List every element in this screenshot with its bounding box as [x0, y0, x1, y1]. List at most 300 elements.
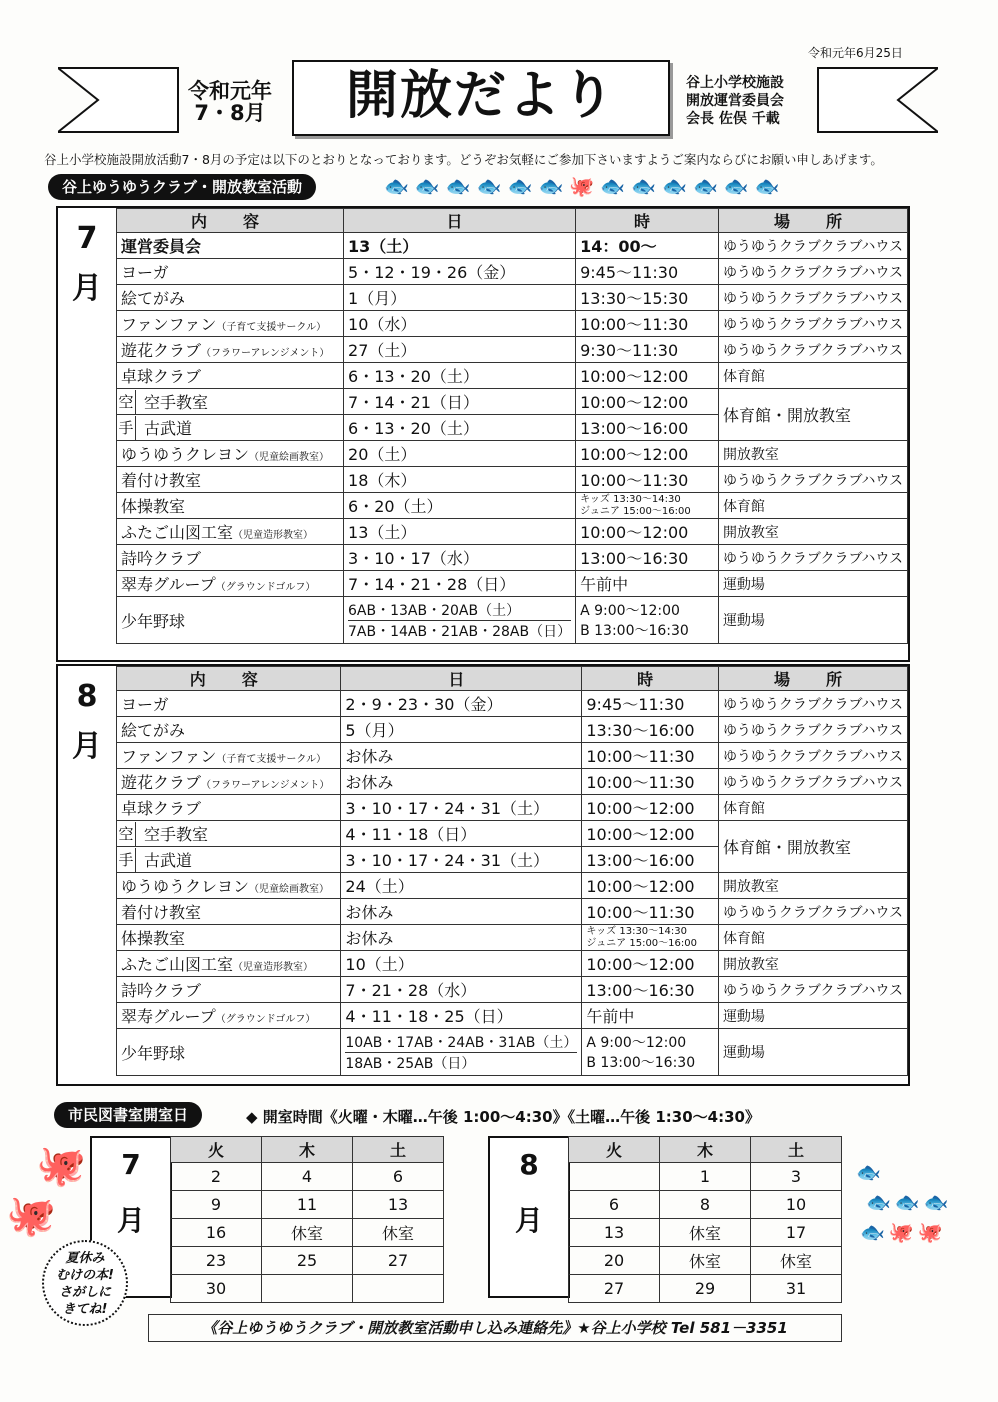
date-cell [344, 597, 576, 644]
place-cell: ゆうゆうクラブクラブハウス [718, 285, 907, 311]
activity-name: ヨーガ [121, 695, 169, 714]
date-cell [341, 1029, 582, 1076]
activity-cell [117, 899, 341, 925]
time-text: 10:00～11:30 [586, 747, 695, 766]
time-text: 10:00～12:00 [580, 393, 689, 412]
july-table [116, 208, 908, 644]
library-row [171, 1191, 444, 1219]
activity-name: 翠寿グループ [121, 575, 216, 594]
table-row [117, 285, 908, 311]
activity-cell [117, 743, 341, 769]
library-day-cell: 25 [262, 1247, 353, 1275]
library-day-cell: 31 [751, 1275, 842, 1303]
library-day-cell: 30 [171, 1275, 262, 1303]
date-text: 27（土） [348, 341, 417, 360]
activity-cell [117, 717, 341, 743]
fish-icon: 🐟🐟🐟🐟🐟🐟🐙🐟🐟🐟🐟🐟🐟 [384, 174, 786, 198]
library-day-cell: 27 [353, 1247, 444, 1275]
date-cell [344, 493, 576, 519]
table-row [117, 389, 908, 415]
library-day-cell: 休室 [660, 1219, 751, 1247]
library-day-cell: 2 [171, 1163, 262, 1191]
library-header [171, 1137, 444, 1163]
august-label-number: 8 [76, 679, 98, 714]
activity-name: 古武道 [135, 848, 340, 872]
karate-label: 手 [118, 418, 134, 437]
summer-books-bubble [42, 1240, 128, 1326]
time-cell [576, 259, 719, 285]
era-line2: 7・8月 [194, 101, 266, 125]
library-day-cell: 休室 [660, 1247, 751, 1275]
date-text: 7・21・28（水） [345, 981, 477, 1000]
time-cell [582, 717, 719, 743]
table-row [117, 571, 908, 597]
activity-name: 体操教室 [121, 497, 186, 516]
octopus-icon: 🐙 [6, 1193, 56, 1239]
date-cell [344, 337, 576, 363]
library-august-label [488, 1136, 570, 1298]
activity-name: 少年野球 [121, 1043, 186, 1063]
date-text: お休み [345, 747, 394, 766]
library-day-cell: 6 [569, 1191, 660, 1219]
date-cell [341, 899, 582, 925]
table-header [117, 209, 908, 233]
time-cell [582, 691, 719, 717]
place-cell: 体育館 [718, 925, 907, 951]
time-cell [576, 467, 719, 493]
activity-name: 体操教室 [121, 929, 186, 948]
table-row [117, 597, 908, 644]
date-text: 3・10・17・24・31（土） [345, 851, 550, 870]
time-text: 10:00～11:30 [580, 315, 689, 334]
time-line: キッズ 13:30～14:30 [580, 493, 681, 505]
activity-cell [117, 285, 344, 311]
time-text: 10:00～12:00 [586, 877, 695, 896]
activity-cell [117, 769, 341, 795]
time-cell [582, 795, 719, 821]
date-text: 7・14・21・28（日） [348, 575, 516, 594]
library-august-number: 8 [519, 1148, 539, 1181]
issue-date: 令和元年6月25日 [808, 46, 903, 60]
date-text: 7・14・21（日） [348, 393, 479, 412]
weekday-header: 木 [262, 1137, 353, 1163]
activity-cell [117, 1003, 341, 1029]
activity-cell [117, 571, 344, 597]
activity-name: 絵てがみ [121, 721, 186, 740]
place-cell: ゆうゆうクラブクラブハウス [718, 259, 907, 285]
time-text: 10:00～11:30 [580, 471, 689, 490]
activity-name: 遊花クラブ [121, 341, 202, 360]
activity-cell [117, 847, 341, 873]
date-cell [341, 847, 582, 873]
time-text: 13:30～16:00 [586, 721, 695, 740]
time-text: 9:45～11:30 [586, 695, 685, 714]
time-text: 午前中 [580, 575, 629, 594]
activity-cell [117, 441, 344, 467]
date-cell [344, 571, 576, 597]
library-row [569, 1163, 842, 1191]
table-row [117, 769, 908, 795]
col-content: 内 容 [117, 209, 344, 233]
date-text: 1（月） [348, 289, 407, 308]
place-cell: 開放教室 [718, 951, 907, 977]
date-cell [341, 951, 582, 977]
table-row [117, 233, 908, 259]
time-line: B 13:00～16:30 [586, 1055, 696, 1071]
time-text: 13:00～16:30 [580, 549, 689, 568]
time-cell [582, 769, 719, 795]
time-cell [582, 899, 719, 925]
activity-name: 遊花クラブ [121, 773, 202, 792]
activity-cell [117, 259, 344, 285]
time-cell [576, 389, 719, 415]
activity-cell [117, 925, 341, 951]
organizer [686, 74, 784, 128]
section-title-activities: 谷上ゆうゆうクラブ・開放教室活動 [48, 174, 316, 200]
date-text: お休み [345, 903, 394, 922]
place-cell: 運動場 [718, 571, 907, 597]
table-row [117, 311, 908, 337]
activity-note: （グラウンドゴルフ） [215, 582, 316, 593]
table-row [117, 899, 908, 925]
era-label [180, 80, 280, 124]
activity-note: （児童絵画教室） [249, 452, 330, 463]
col-time: 時 [582, 667, 719, 691]
library-day-cell: 8 [660, 1191, 751, 1219]
table-row [117, 519, 908, 545]
col-date: 日 [341, 667, 582, 691]
activity-name: 着付け教室 [121, 903, 202, 922]
library-day-cell: 4 [262, 1163, 353, 1191]
date-cell [344, 545, 576, 571]
date-text: 6・13・20（土） [348, 419, 479, 438]
library-day-cell: 29 [660, 1275, 751, 1303]
place-cell: 運動場 [718, 1003, 907, 1029]
place-cell: 開放教室 [718, 873, 907, 899]
col-place: 場 所 [718, 209, 907, 233]
library-day-cell: 10 [751, 1191, 842, 1219]
col-time: 時 [576, 209, 719, 233]
date-text: 20（土） [348, 445, 417, 464]
time-text: 13:00～16:30 [586, 981, 695, 1000]
time-cell [582, 847, 719, 873]
activity-note: （子育て支援サークル） [216, 322, 327, 333]
time-line: キッズ 13:30～14:30 [586, 925, 687, 937]
activity-name: ヨーガ [121, 263, 169, 282]
place-cell: 開放教室 [718, 519, 907, 545]
library-july-table [170, 1136, 444, 1303]
time-line: A 9:00～12:00 [586, 1035, 687, 1051]
activity-name: 古武道 [135, 416, 343, 440]
activity-cell [117, 363, 344, 389]
activity-cell [117, 415, 344, 441]
time-cell [576, 597, 719, 644]
date-line: 10AB・17AB・24AB・31AB（土） [345, 1032, 577, 1053]
table-row [117, 691, 908, 717]
date-text: 3・10・17・24・31（土） [345, 799, 550, 818]
date-cell [344, 441, 576, 467]
library-day-cell: 休室 [751, 1247, 842, 1275]
octopus-icon: 🐙 [36, 1143, 86, 1189]
place-cell: ゆうゆうクラブクラブハウス [718, 233, 907, 259]
karate-label: 手 [118, 850, 134, 869]
time-text: 10:00～12:00 [580, 367, 689, 386]
time-cell [576, 493, 719, 519]
place-cell: 体育館 [718, 795, 907, 821]
place-cell: ゆうゆうクラブクラブハウス [718, 717, 907, 743]
place-cell: 体育館・開放教室 [718, 821, 907, 873]
fish-icon: 🐟🐙🐙 [860, 1220, 947, 1244]
library-july-month: 月 [116, 1204, 145, 1237]
page-title: 開放だより [345, 66, 616, 126]
time-cell [576, 363, 719, 389]
date-text: 24（土） [345, 877, 414, 896]
fish-icon-row [384, 174, 786, 198]
table-row [117, 337, 908, 363]
activity-cell [117, 821, 341, 847]
activity-cell [117, 597, 344, 644]
activity-name: 着付け教室 [121, 471, 202, 490]
time-text: 10:00～11:30 [586, 773, 695, 792]
activity-note: （フラワーアレンジメント） [201, 780, 330, 791]
place-cell: 開放教室 [718, 441, 907, 467]
date-cell [341, 873, 582, 899]
date-cell [344, 285, 576, 311]
library-day-cell: 16 [171, 1219, 262, 1247]
bubble-line2: むけの本! [56, 1268, 114, 1283]
date-cell [344, 311, 576, 337]
table-row [117, 873, 908, 899]
activity-name: ファンファン [121, 315, 217, 334]
date-cell [341, 1003, 582, 1029]
time-cell [576, 415, 719, 441]
time-cell [582, 977, 719, 1003]
library-row [171, 1275, 444, 1303]
table-row [117, 467, 908, 493]
place-cell: ゆうゆうクラブクラブハウス [718, 743, 907, 769]
activity-cell [117, 467, 344, 493]
time-text: 13:00～16:00 [586, 851, 695, 870]
date-cell [341, 743, 582, 769]
date-cell [344, 415, 576, 441]
date-text: お休み [345, 929, 394, 948]
library-row [171, 1247, 444, 1275]
activity-cell [117, 389, 344, 415]
section-title-library: 市民図書室開室日 [54, 1102, 202, 1128]
time-cell [576, 337, 719, 363]
date-cell [344, 467, 576, 493]
activity-note: （子育て支援サークル） [216, 754, 327, 765]
library-row [569, 1247, 842, 1275]
library-day-cell: 休室 [353, 1219, 444, 1247]
library-day-cell: 13 [353, 1191, 444, 1219]
activity-name: ゆうゆうクレヨン [121, 445, 250, 464]
date-text: 3・10・17（水） [348, 549, 479, 568]
july-label-number: 7 [76, 221, 98, 256]
time-text: 14：00～ [580, 237, 657, 256]
august-table [116, 666, 908, 1076]
activity-name: 詩吟クラブ [121, 981, 202, 1000]
place-cell: ゆうゆうクラブクラブハウス [718, 337, 907, 363]
activity-name: 運営委員会 [121, 237, 202, 256]
bubble-line1: 夏休み [65, 1251, 105, 1266]
activity-cell [117, 691, 341, 717]
table-row [117, 743, 908, 769]
time-cell [582, 743, 719, 769]
time-text: 午前中 [586, 1007, 635, 1026]
library-day-cell: 27 [569, 1275, 660, 1303]
fish-icon: 🐟 [856, 1160, 885, 1184]
place-cell: 運動場 [718, 597, 907, 644]
library-day-cell: 9 [171, 1191, 262, 1219]
weekday-header: 火 [569, 1137, 660, 1163]
org-line2: 開放運営委員会 [686, 93, 784, 109]
august-label-month: 月 [72, 729, 102, 764]
date-text: 4・11・18（日） [345, 825, 477, 844]
time-cell [576, 545, 719, 571]
activity-name: 空手教室 [135, 390, 343, 414]
karate-label: 空 [118, 392, 134, 411]
activity-note: （フラワーアレンジメント） [201, 348, 330, 359]
place-cell: 体育館 [718, 363, 907, 389]
activity-cell [117, 311, 344, 337]
library-august-table [568, 1136, 842, 1303]
time-cell [576, 311, 719, 337]
time-cell [576, 285, 719, 311]
activity-cell [117, 873, 341, 899]
activity-name: 少年野球 [121, 611, 186, 631]
place-cell: ゆうゆうクラブクラブハウス [718, 691, 907, 717]
date-cell [341, 717, 582, 743]
table-row [117, 977, 908, 1003]
date-text: 4・11・18・25（日） [345, 1007, 513, 1026]
time-line: A 9:00～12:00 [580, 603, 680, 619]
library-august-month: 月 [514, 1204, 543, 1237]
time-text: 10:00～12:00 [580, 523, 689, 542]
library-row [569, 1191, 842, 1219]
library-hours: ◆ 開室時間《火曜・木曜…午後 1:00～4:30》《土曜…午後 1:30～4:30》 [246, 1108, 760, 1126]
time-text: 13:30～15:30 [580, 289, 689, 308]
place-cell: ゆうゆうクラブクラブハウス [718, 899, 907, 925]
library-day-cell [262, 1275, 353, 1303]
date-cell [344, 389, 576, 415]
org-line1: 谷上小学校施設 [686, 75, 784, 91]
date-text: 18（木） [348, 471, 417, 490]
date-text: 6・20（土） [348, 497, 443, 516]
time-cell [582, 873, 719, 899]
library-day-cell: 20 [569, 1247, 660, 1275]
time-cell [582, 925, 719, 951]
activity-name: 卓球クラブ [121, 367, 202, 386]
library-day-cell: 13 [569, 1219, 660, 1247]
august-month-label [58, 672, 116, 772]
date-line: 18AB・25AB（日） [345, 1055, 476, 1072]
time-line: ジュニア 15:00～16:00 [580, 505, 691, 517]
date-cell [341, 821, 582, 847]
table-row [117, 1029, 908, 1076]
date-text: 13（土） [348, 237, 419, 256]
table-row [117, 259, 908, 285]
time-text: 13:00～16:00 [580, 419, 689, 438]
library-row [569, 1275, 842, 1303]
library-day-cell: 休室 [262, 1219, 353, 1247]
table-row [117, 795, 908, 821]
date-cell [341, 925, 582, 951]
time-cell [582, 951, 719, 977]
table-row [117, 545, 908, 571]
weekday-header: 木 [660, 1137, 751, 1163]
contact-info: 《谷上ゆうゆうクラブ・開放教室活動申し込み連絡先》★谷上小学校 Tel 581－3351 [148, 1314, 842, 1342]
table-row [117, 717, 908, 743]
activity-name: 翠寿グループ [121, 1007, 216, 1026]
library-day-cell [353, 1275, 444, 1303]
table-header [117, 667, 908, 691]
date-text: お休み [345, 773, 394, 792]
activity-name: 卓球クラブ [121, 799, 202, 818]
activity-name: ふたご山図工室 [121, 955, 234, 974]
library-day-cell: 23 [171, 1247, 262, 1275]
date-cell [344, 363, 576, 389]
library-day-cell: 6 [353, 1163, 444, 1191]
library-day-cell: 11 [262, 1191, 353, 1219]
date-text: 5・12・19・26（金） [348, 263, 516, 282]
date-cell [344, 519, 576, 545]
table-row [117, 1003, 908, 1029]
time-line: B 13:00～16:30 [580, 623, 689, 639]
weekday-header: 土 [751, 1137, 842, 1163]
date-text: 2・9・23・30（金） [345, 695, 503, 714]
org-line3: 会長 佐俣 千載 [686, 111, 780, 127]
library-day-cell: 3 [751, 1163, 842, 1191]
place-cell: 体育館・開放教室 [718, 389, 907, 441]
activity-cell [117, 951, 341, 977]
date-line: 6AB・13AB・20AB（土） [348, 600, 571, 621]
activity-cell [117, 545, 344, 571]
bubble-line3: さがしに [58, 1285, 111, 1300]
library-day-cell [569, 1163, 660, 1191]
date-text: 10（水） [348, 315, 417, 334]
place-cell: ゆうゆうクラブクラブハウス [718, 769, 907, 795]
place-cell: ゆうゆうクラブクラブハウス [718, 545, 907, 571]
date-text: 10（土） [345, 955, 414, 974]
activity-note: （グラウンドゴルフ） [215, 1014, 316, 1025]
time-text: 10:00～11:30 [586, 903, 695, 922]
place-cell: ゆうゆうクラブクラブハウス [718, 977, 907, 1003]
time-text: 10:00～12:00 [586, 955, 695, 974]
date-cell [341, 977, 582, 1003]
activity-cell [117, 337, 344, 363]
table-row [117, 925, 908, 951]
activity-cell [117, 519, 344, 545]
weekday-header: 土 [353, 1137, 444, 1163]
activity-name: ふたご山図工室 [121, 523, 234, 542]
table-row [117, 493, 908, 519]
table-row [117, 821, 908, 847]
activity-cell [117, 233, 344, 259]
place-cell: ゆうゆうクラブクラブハウス [718, 311, 907, 337]
time-cell [582, 821, 719, 847]
intro-text: 谷上小学校施設開放活動7・8月の予定は以下のとおりとなっております。どうぞお気軽にご参加下さいますようご案内ならびにお願い申しあげます。 [44, 152, 883, 167]
time-cell [582, 1029, 719, 1076]
activity-note: （児童造形教室） [233, 530, 314, 541]
place-cell: 体育館 [718, 493, 907, 519]
library-day-cell: 1 [660, 1163, 751, 1191]
time-text: 10:00～12:00 [586, 799, 695, 818]
place-cell: 運動場 [718, 1029, 907, 1076]
activity-note: （児童造形教室） [233, 962, 314, 973]
time-text: 9:30～11:30 [580, 341, 679, 360]
time-cell [576, 571, 719, 597]
